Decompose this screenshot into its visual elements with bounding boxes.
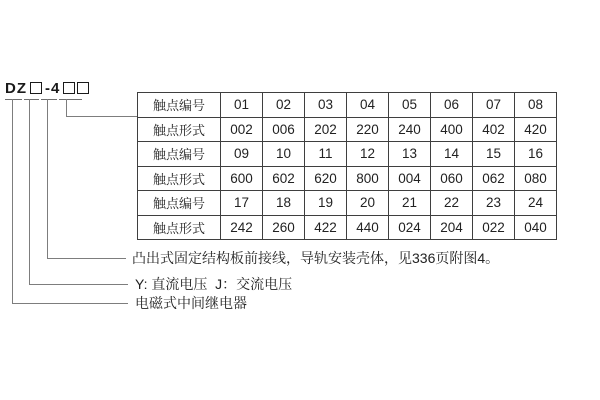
table-row bbox=[138, 215, 557, 240]
leader-vertical-contact bbox=[66, 99, 67, 117]
table-cell: 040 bbox=[515, 215, 557, 240]
table-row bbox=[138, 142, 557, 167]
table-cell: 002 bbox=[221, 117, 263, 142]
table-cell: 204 bbox=[431, 215, 473, 240]
table-cell: 10 bbox=[263, 142, 305, 167]
note-voltage: Y: 直流电压 J：交流电压 bbox=[135, 276, 293, 292]
table-cell: 004 bbox=[389, 166, 431, 191]
placeholder-box-icon bbox=[77, 82, 89, 94]
note-structure: 凸出式固定结构板前接线，导轨安装壳体，见336页附图4。 bbox=[132, 250, 500, 266]
table-cell: 022 bbox=[473, 215, 515, 240]
table-cell: 800 bbox=[347, 166, 389, 191]
row-label: 触点编号 bbox=[138, 93, 221, 118]
contact-spec-table bbox=[137, 92, 557, 240]
table-cell: 22 bbox=[431, 191, 473, 216]
table-cell: 17 bbox=[221, 191, 263, 216]
table-cell: 260 bbox=[263, 215, 305, 240]
row-label: 触点形式 bbox=[138, 215, 221, 240]
row-label: 触点形式 bbox=[138, 166, 221, 191]
table-cell: 600 bbox=[221, 166, 263, 191]
underline-boxes23 bbox=[59, 99, 82, 100]
placeholder-box-icon bbox=[30, 82, 42, 94]
table-cell: 240 bbox=[389, 117, 431, 142]
underline-prefix bbox=[5, 99, 22, 100]
table-cell: 23 bbox=[473, 191, 515, 216]
underline-box1 bbox=[24, 99, 39, 100]
table-cell: 24 bbox=[515, 191, 557, 216]
placeholder-box-icon bbox=[63, 82, 75, 94]
table-cell: 402 bbox=[473, 117, 515, 142]
table-cell: 06 bbox=[431, 93, 473, 118]
table-cell: 422 bbox=[305, 215, 347, 240]
table-cell: 18 bbox=[263, 191, 305, 216]
table-cell: 400 bbox=[431, 117, 473, 142]
leader-vertical-relay-type bbox=[12, 99, 13, 304]
model-code bbox=[5, 80, 89, 96]
table-row bbox=[138, 166, 557, 191]
table-cell: 19 bbox=[305, 191, 347, 216]
table-cell: 05 bbox=[389, 93, 431, 118]
table-cell: 006 bbox=[263, 117, 305, 142]
table-cell: 03 bbox=[305, 93, 347, 118]
leader-horizontal-voltage bbox=[29, 284, 128, 285]
table-cell: 21 bbox=[389, 191, 431, 216]
row-label: 触点编号 bbox=[138, 191, 221, 216]
table-cell: 01 bbox=[221, 93, 263, 118]
table-cell: 15 bbox=[473, 142, 515, 167]
row-label: 触点形式 bbox=[138, 117, 221, 142]
table-cell: 202 bbox=[305, 117, 347, 142]
table-cell: 242 bbox=[221, 215, 263, 240]
leader-vertical-voltage bbox=[29, 99, 30, 285]
leader-horizontal-relay-type bbox=[12, 303, 128, 304]
model-prefix: DZ bbox=[5, 79, 27, 97]
table-cell: 09 bbox=[221, 142, 263, 167]
table-cell: 13 bbox=[389, 142, 431, 167]
table-cell: 12 bbox=[347, 142, 389, 167]
table-cell: 080 bbox=[515, 166, 557, 191]
note-relay-type: 电磁式中间继电器 bbox=[135, 295, 247, 311]
table-cell: 220 bbox=[347, 117, 389, 142]
table-cell: 420 bbox=[515, 117, 557, 142]
table-cell: 04 bbox=[347, 93, 389, 118]
table-cell: 024 bbox=[389, 215, 431, 240]
table-row bbox=[138, 93, 557, 118]
table-cell: 440 bbox=[347, 215, 389, 240]
table-cell: 07 bbox=[473, 93, 515, 118]
table-cell: 02 bbox=[263, 93, 305, 118]
table-cell: 20 bbox=[347, 191, 389, 216]
table-cell: 620 bbox=[305, 166, 347, 191]
table-cell: 062 bbox=[473, 166, 515, 191]
table-row bbox=[138, 191, 557, 216]
leader-horizontal-structure bbox=[47, 258, 126, 259]
table-row bbox=[138, 117, 557, 142]
model-infix: -4 bbox=[45, 79, 61, 97]
table-cell: 11 bbox=[305, 142, 347, 167]
table-cell: 14 bbox=[431, 142, 473, 167]
table-cell: 16 bbox=[515, 142, 557, 167]
table-cell: 060 bbox=[431, 166, 473, 191]
table-cell: 602 bbox=[263, 166, 305, 191]
underline-infix bbox=[41, 99, 57, 100]
row-label: 触点编号 bbox=[138, 142, 221, 167]
leader-vertical-structure bbox=[47, 99, 48, 259]
leader-horizontal-contact bbox=[66, 116, 137, 117]
table-cell: 08 bbox=[515, 93, 557, 118]
